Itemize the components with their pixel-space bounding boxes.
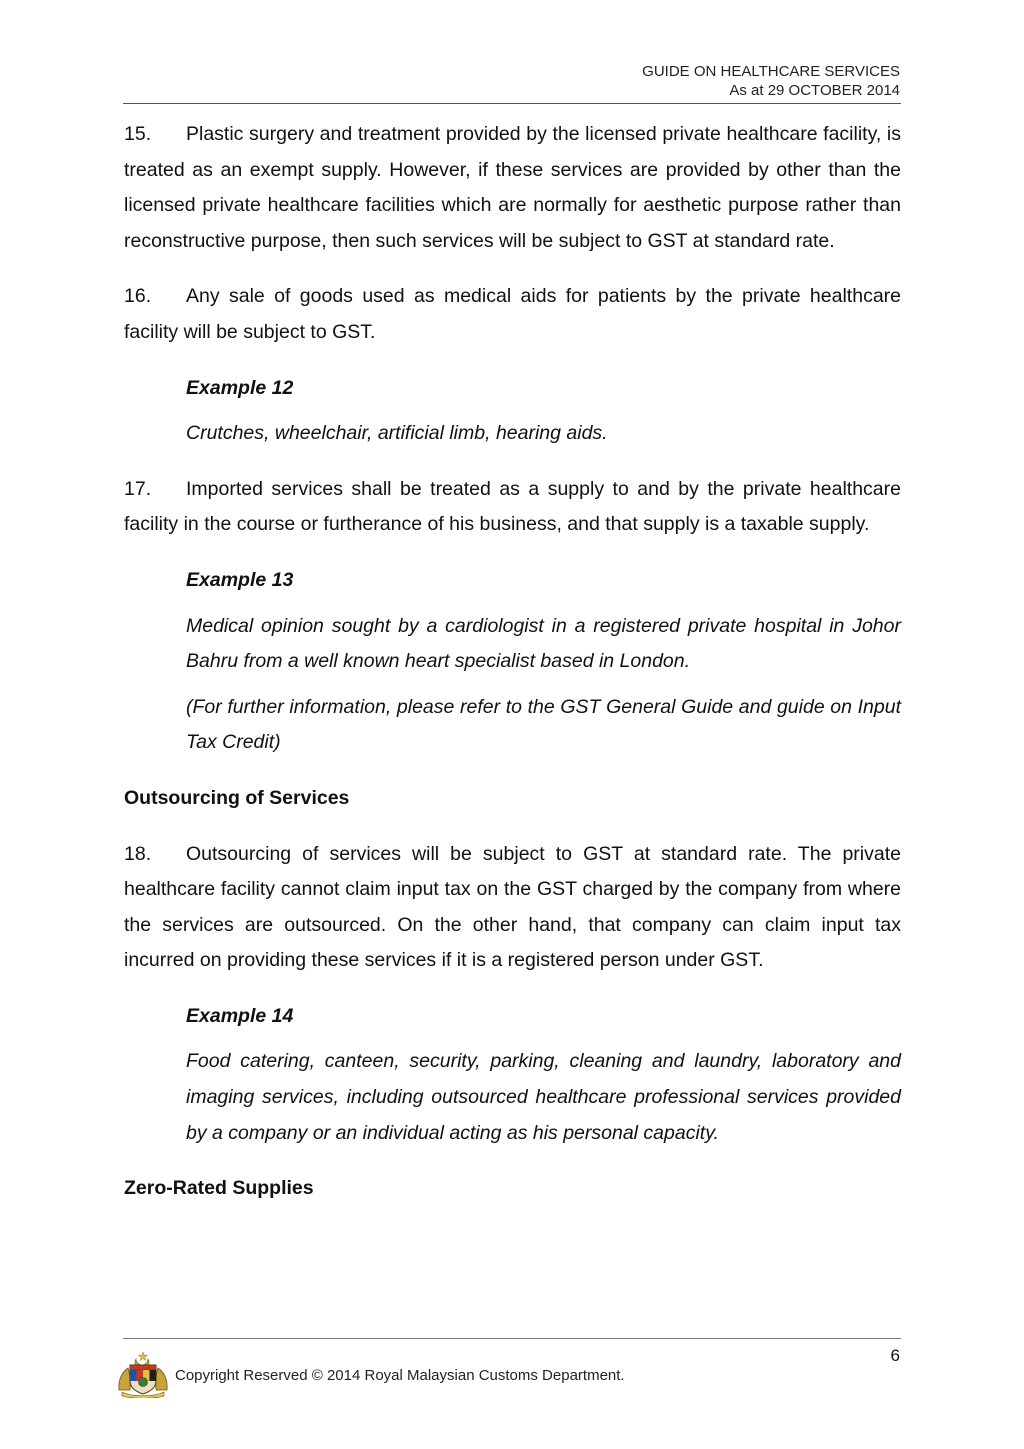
example-13 (186, 563, 901, 761)
malaysia-coat-of-arms-icon (116, 1350, 170, 1398)
page-body (124, 117, 901, 1227)
paragraph-18 (124, 837, 901, 979)
paragraph-text: Outsourcing of services will be subject to GST at standard rate. The private healthcare facility cannot claim input tax on the GST charged by the company from where the services are outsourced. On the other hand, that company can claim input tax incurred on providing these services if it is a registered person under GST. (124, 842, 901, 972)
paragraph-15 (124, 117, 901, 259)
paragraph-text: Plastic surgery and treatment provided by the licensed private healthcare facility, is treated as an exempt supply. However, if these services are provided by other than the licensed private healthcare facilities which are normally for aesthetic purpose rather than reconstructive purpose, then such services will be subject to GST at standard rate. (124, 123, 901, 252)
example-note: (For further information, please refer to the GST General Guide and guide on Input Tax Credit) (186, 695, 901, 754)
section-heading-zero-rated: Zero-Rated Supplies (124, 1177, 314, 1200)
copyright-notice: Copyright Reserved © 2014 Royal Malaysian Customs Department. (175, 1367, 625, 1384)
example-14 (186, 999, 901, 1151)
example-title: Example 14 (186, 1004, 294, 1027)
header-divider (123, 103, 901, 104)
page-number: 6 (890, 1346, 900, 1365)
example-text: Food catering, canteen, security, parking, cleaning and laundry, laboratory and imaging services, including outsourced healthcare professional services provided by a company or an individual acting as his personal capacity. (186, 1050, 901, 1144)
paragraph-17 (124, 472, 901, 543)
paragraph-16 (124, 279, 901, 350)
section-heading-outsourcing: Outsourcing of Services (124, 786, 350, 809)
example-text: Crutches, wheelchair, artificial limb, hearing aids. (186, 422, 608, 445)
header-title: GUIDE ON HEALTHCARE SERVICES (642, 63, 900, 80)
example-title: Example 12 (186, 376, 294, 399)
paragraph-text: Imported services shall be treated as a supply to and by the private healthcare facility in the course or furtherance of his business, and that supply is a taxable supply. (124, 477, 901, 536)
example-title: Example 13 (186, 568, 294, 591)
paragraph-number: 15. (124, 123, 152, 145)
paragraph-number: 17. (124, 477, 152, 500)
paragraph-text: Any sale of goods used as medical aids for patients by the private healthcare facility will be subject to GST. (124, 285, 901, 343)
paragraph-number: 18. (124, 842, 152, 865)
page-header (642, 62, 900, 100)
example-12 (186, 371, 901, 452)
header-date: As at 29 OCTOBER 2014 (729, 82, 900, 99)
paragraph-number: 16. (124, 285, 152, 308)
footer-divider (123, 1338, 901, 1339)
example-text: Medical opinion sought by a cardiologist in a registered private hospital in Johor Bahru from a well known heart specialist based in London. (186, 614, 901, 673)
